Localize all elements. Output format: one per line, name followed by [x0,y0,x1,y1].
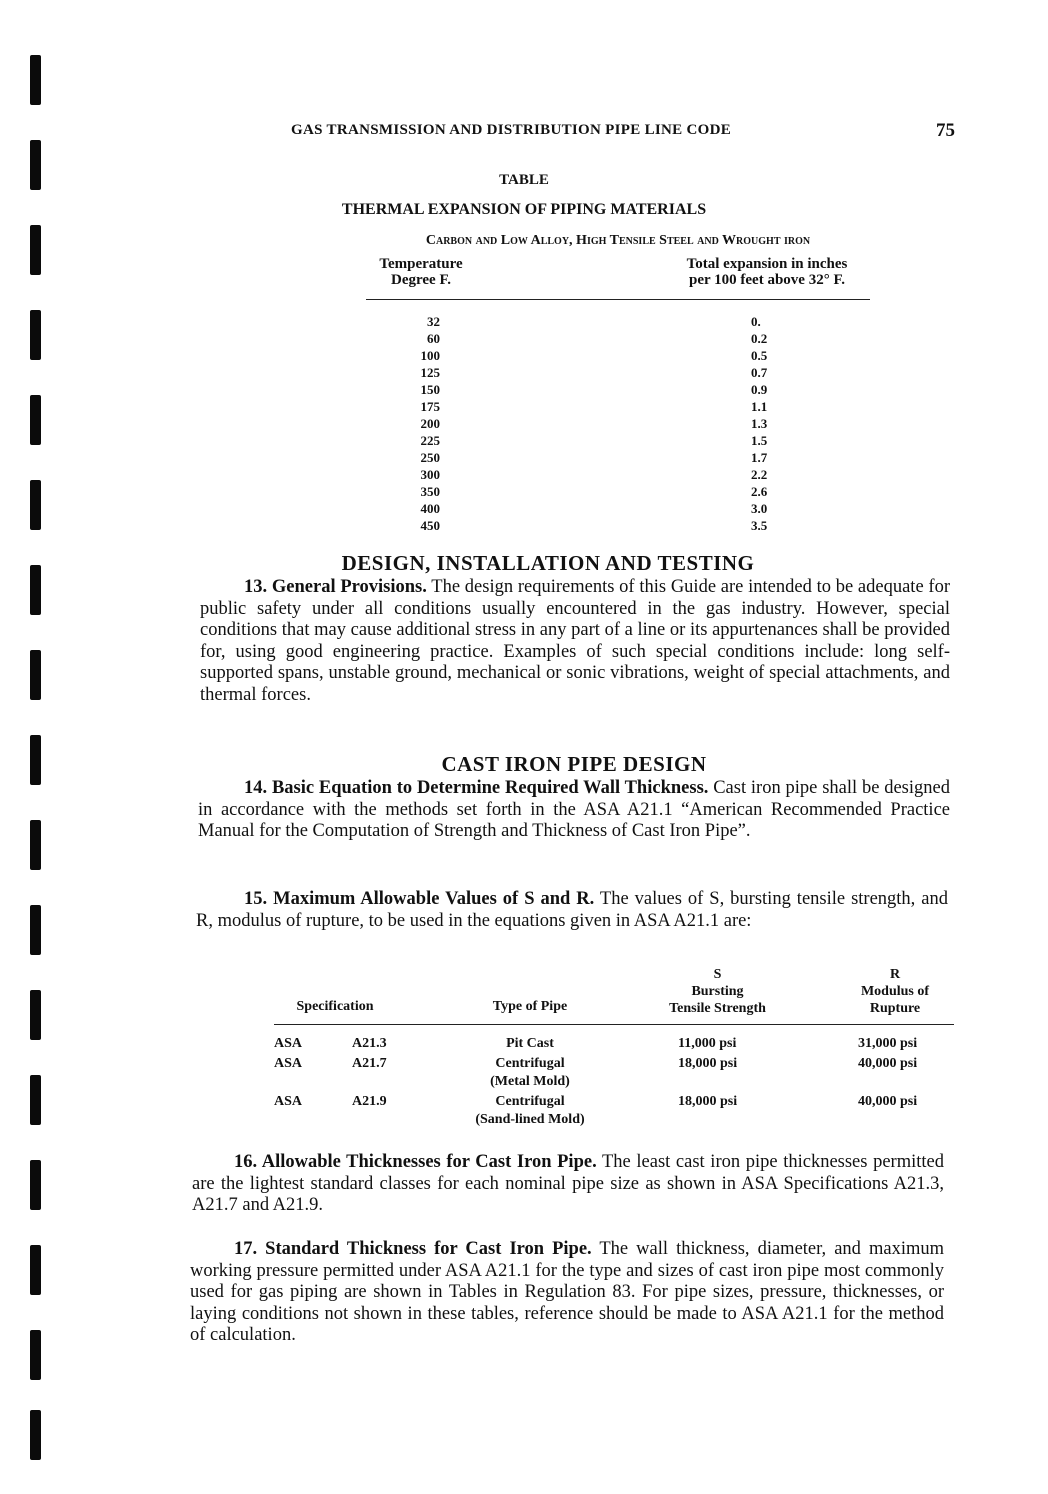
table-subtitle: Carbon and Low Alloy, High Tensile Steel and Wrought iron [425,233,811,248]
table-cell: 100 [420,348,440,363]
row-r: 40,000 psi [858,1094,918,1109]
paragraph-14-heading: 14. Basic Equation to Determine Required Wall Thickness. [244,778,709,798]
section-title-design: DESIGN, INSTALLATION AND TESTING [341,551,755,575]
header-title: GAS TRANSMISSION AND DISTRIBUTION PIPE LINE CODE [291,122,732,138]
col-type-of-pipe: Type of Pipe [492,999,568,1014]
table-cell: 450 [420,518,440,533]
paragraph-13-heading: 13. General Provisions. [244,577,427,597]
strength-table [270,966,950,1126]
spiral-binding [30,0,44,1494]
table-cell: 1.1 [751,399,768,414]
table-cell: 225 [420,433,440,448]
row-org: ASA [274,1036,303,1051]
section-title-cast-iron: CAST IRON PIPE DESIGN [441,752,707,776]
row-type: Centrifugal [495,1056,565,1071]
table-cell: 0.5 [751,348,768,363]
table-cell: 150 [420,382,440,397]
row-type-note: (Sand-lined Mold) [475,1112,585,1127]
row-r: 40,000 psi [858,1056,918,1071]
table-cell: 0.2 [751,331,768,346]
row-s: 11,000 psi [678,1036,737,1051]
row-code: A21.7 [352,1056,387,1071]
row-org: ASA [274,1056,303,1071]
table-label: TABLE [499,172,549,188]
spec-table-rule [274,1024,954,1025]
paragraph-16-heading: 16. Allowable Thicknesses for Cast Iron Pipe. [234,1152,597,1172]
table-cell: 1.5 [751,433,768,448]
row-org: ASA [274,1094,303,1109]
table-cell: 0.7 [751,365,768,380]
col-expansion-line1: Total expansion in inches [686,256,848,272]
table-cell: 2.2 [751,467,768,482]
paragraph-14-text: Cast iron pipe shall be designed in accordance with the methods set forth in the ASA A21.1 “American Recommended Practice Manual for the Computation of Strength and Thickness of Cast Iron Pipe”. [198,778,950,841]
table-cell: 250 [420,450,440,465]
table-cell: 60 [427,331,440,346]
expansion-column [751,313,791,534]
table-cell: 0. [751,314,761,329]
table-cell: 300 [420,467,440,482]
col-expansion-line2: per 100 feet above 32° F. [689,272,845,288]
running-header [283,122,955,144]
table-cell: 32 [427,314,440,329]
row-type-note: (Metal Mold) [490,1074,570,1089]
row-code: A21.9 [352,1094,387,1109]
table-cell: 350 [420,484,440,499]
row-type: Centrifugal [495,1094,565,1109]
temperature-column [400,313,440,534]
row-type: Pit Cast [506,1036,554,1051]
table-cell: 1.7 [751,450,768,465]
table-title: THERMAL EXPANSION OF PIPING MATERIALS [341,201,707,218]
paragraph-13-text: The design requirements of this Guide are intended to be adequate for public safety under all conditions usually encountered in the gas industry. However, special conditions that may cause additional stress in any part of a line or its appurtenances shall be provided for, using good engineering practice. Examples of such special conditions include: long self-supported spans, unstable ground, mechanical or sonic vibrations, weight of special attachments, and thermal forces. [200,577,950,705]
col-specification: Specification [296,999,374,1014]
table-rule [366,299,870,300]
row-s: 18,000 psi [678,1056,738,1071]
table-cell: 0.9 [751,382,768,397]
col-temperature-line1: Temperature [379,256,463,272]
col-r-line2: Modulus of [860,984,930,999]
col-s-line3: Tensile Strength [669,1001,766,1016]
table-cell: 3.5 [751,518,768,533]
table-cell: 1.3 [751,416,768,431]
paragraph-17 [190,1239,944,1347]
page-number: 75 [936,120,955,141]
paragraph-17-heading: 17. Standard Thickness for Cast Iron Pipe. [234,1239,592,1259]
col-r-line3: Rupture [869,1001,921,1016]
paragraph-15-text: The values of S, bursting tensile strength, and R, modulus of rupture, to be used in the equations given in ASA A21.1 are: [196,889,948,931]
col-s-letter: S [713,967,722,982]
table-cell: 125 [420,365,440,380]
paragraph-15 [196,889,948,932]
row-r: 31,000 psi [858,1036,918,1051]
col-r-letter: R [889,967,901,982]
paragraph-16-text: The least cast iron pipe thicknesses permitted are the lightest standard classes for each nominal pipe size as shown in ASA Specifications A21.3, A21.7 and A21.9. [192,1152,944,1215]
paragraph-14 [198,778,950,843]
paragraph-16 [192,1152,944,1217]
table-cell: 400 [420,501,440,516]
paragraph-15-heading: 15. Maximum Allowable Values of S and R. [244,889,595,909]
row-s: 18,000 psi [678,1094,738,1109]
table-cell: 3.0 [751,501,768,516]
table-cell: 2.6 [751,484,768,499]
table-cell: 200 [420,416,440,431]
row-code: A21.3 [352,1036,387,1051]
table-cell: 175 [420,399,440,414]
paragraph-17-text: The wall thickness, diameter, and maximum working pressure permitted under ASA A21.1 for the type and sizes of cast iron pipe most commonly used for gas piping are shown in Tables in Regulation 83. For pipe sizes, pressure, thicknesses, or laying conditions not shown in these tables, reference should be made to ASA A21.1 for the method of calculation. [190,1239,944,1345]
paragraph-13 [200,577,950,706]
col-temperature-line2: Degree F. [391,272,451,288]
col-s-line2: Bursting [691,984,744,999]
